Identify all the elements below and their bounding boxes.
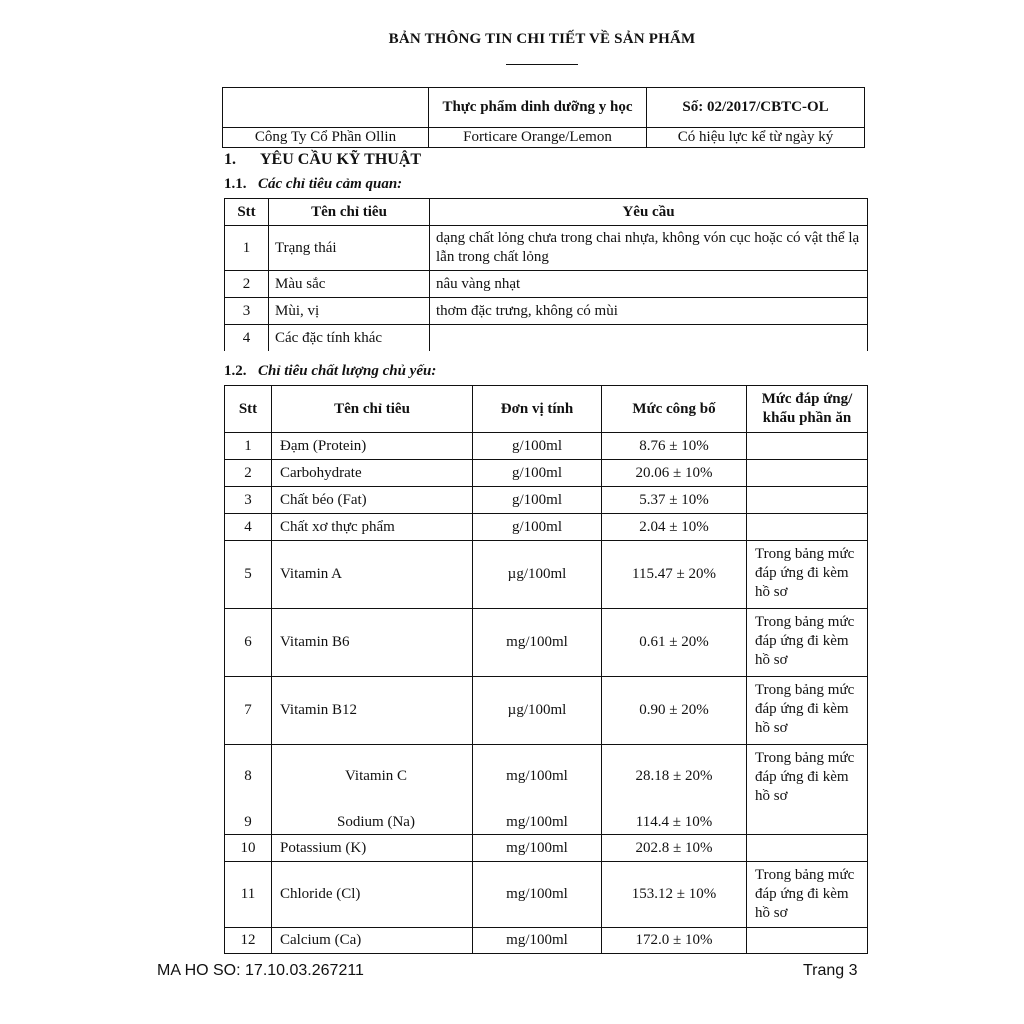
table-header-row (225, 386, 868, 433)
row-note (747, 928, 868, 954)
row-stt: 3 (225, 487, 272, 514)
row-stt: 8 (244, 768, 252, 784)
section-1-number: 1. (224, 151, 236, 168)
row-name: Vitamin B12 (272, 677, 473, 745)
row-unit: mg/100ml (473, 609, 602, 677)
row-requirement: thơm đặc trưng, không có mùi (430, 298, 868, 325)
table-row (225, 609, 868, 677)
row-unit: µg/100ml (473, 677, 602, 745)
row-unit: g/100ml (473, 514, 602, 541)
row-unit: mg/100ml (473, 835, 602, 862)
row-value: 0.90 ± 20% (602, 677, 747, 745)
section-1-title: YÊU CẦU KỸ THUẬT (260, 151, 422, 168)
row-name: Mùi, vị (269, 298, 430, 325)
table-row (225, 862, 868, 928)
row-note: Trong bảng mức đáp ứng đi kèm hồ sơ (747, 862, 868, 928)
row-value: 5.37 ± 10% (602, 487, 747, 514)
row-name: Đạm (Protein) (272, 433, 473, 460)
table-row (225, 835, 868, 862)
row-value: 172.0 ± 10% (602, 928, 747, 954)
row-note: Trong bảng mức đáp ứng đi kèm hồ sơ (747, 745, 868, 835)
row-name: Các đặc tính khác (269, 325, 430, 352)
row-note: Trong bảng mức đáp ứng đi kèm hồ sơ (747, 609, 868, 677)
row-unit: mg/100ml (473, 928, 602, 954)
row-stt: 1 (225, 433, 272, 460)
row-name: Chất béo (Fat) (272, 487, 473, 514)
row-stt: 7 (225, 677, 272, 745)
row-value: 202.8 ± 10% (602, 835, 747, 862)
table-row (225, 460, 868, 487)
row-value: 28.18 ± 20% (635, 768, 713, 784)
column-header: Tên chỉ tiêu (269, 199, 430, 226)
row-unit: mg/100ml (473, 862, 602, 928)
header-table (222, 87, 865, 148)
row-stt: 4 (225, 325, 269, 352)
header-cell-empty (223, 88, 429, 128)
table-row (225, 928, 868, 954)
section-1-1-heading (224, 176, 402, 193)
table-row (225, 271, 868, 298)
row-stt: 2 (225, 271, 269, 298)
row-stt: 4 (225, 514, 272, 541)
row-value: 153.12 ± 10% (602, 862, 747, 928)
row-unit: g/100ml (473, 433, 602, 460)
table-row (225, 541, 868, 609)
section-1-heading (224, 151, 421, 169)
section-1-2-heading (224, 363, 436, 380)
section-1-2-title: Chỉ tiêu chất lượng chủ yếu: (258, 363, 437, 379)
section-1-2-number: 1.2. (224, 363, 247, 379)
row-stt: 5 (225, 541, 272, 609)
column-header: Stt (225, 386, 272, 433)
row-name: Vitamin B6 (272, 609, 473, 677)
row-value: 8.76 ± 10% (602, 433, 747, 460)
row-stt: 2 (225, 460, 272, 487)
table-row (225, 514, 868, 541)
row-value: 114.4 ± 10% (635, 814, 713, 830)
section-1-1-number: 1.1. (224, 176, 247, 192)
header-company: Công Ty Cổ Phần Ollin (223, 128, 429, 148)
column-header: Mức đáp ứng/ khẩu phần ăn (747, 386, 868, 433)
row-name: Màu sắc (269, 271, 430, 298)
table-row (225, 226, 868, 271)
row-note: Trong bảng mức đáp ứng đi kèm hồ sơ (747, 541, 868, 609)
table-row (225, 298, 868, 325)
footer-page-number: Trang 3 (803, 962, 858, 979)
row-name: Trạng thái (269, 226, 430, 271)
row-name: Vitamin C (344, 768, 407, 784)
row-stt: 3 (225, 298, 269, 325)
section-1-1-title: Các chỉ tiêu cảm quan: (258, 176, 403, 192)
column-header: Mức công bố (602, 386, 747, 433)
row-unit-merged (473, 745, 602, 835)
row-name: Potassium (K) (272, 835, 473, 862)
table-row (225, 325, 868, 352)
sensory-table (224, 198, 868, 351)
row-requirement (430, 325, 868, 352)
table-row (225, 745, 868, 835)
title-underline (506, 64, 578, 65)
column-header: Tên chỉ tiêu (272, 386, 473, 433)
header-product-type: Thực phẩm dinh dưỡng y học (429, 88, 647, 128)
row-unit: mg/100ml (506, 768, 568, 784)
table-row (225, 677, 868, 745)
row-value: 20.06 ± 10% (602, 460, 747, 487)
row-note: Trong bảng mức đáp ứng đi kèm hồ sơ (747, 677, 868, 745)
row-unit: mg/100ml (506, 814, 568, 830)
row-note (747, 835, 868, 862)
quality-table (224, 385, 868, 954)
row-requirement: dạng chất lỏng chưa trong chai nhựa, không vón cục hoặc có vật thể lạ lẫn trong chất lỏng (430, 226, 868, 271)
row-name: Chất xơ thực phẩm (272, 514, 473, 541)
table-row (225, 487, 868, 514)
row-note (747, 460, 868, 487)
document-title: BẢN THÔNG TIN CHI TIẾT VỀ SẢN PHẨM (388, 31, 696, 47)
row-name-merged (272, 745, 473, 835)
footer-record-code: MA HO SO: 17.10.03.267211 (157, 962, 364, 979)
row-note (747, 433, 868, 460)
row-value: 2.04 ± 10% (602, 514, 747, 541)
row-name: Chloride (Cl) (272, 862, 473, 928)
row-stt: 11 (225, 862, 272, 928)
row-note (747, 487, 868, 514)
header-document-number: Số: 02/2017/CBTC-OL (647, 88, 865, 128)
row-name: Carbohydrate (272, 460, 473, 487)
column-header: Đơn vị tính (473, 386, 602, 433)
row-stt: 9 (244, 814, 252, 830)
row-stt-merged (225, 745, 272, 835)
column-header: Yêu cầu (430, 199, 868, 226)
table-row (225, 433, 868, 460)
row-unit: g/100ml (473, 460, 602, 487)
row-value: 115.47 ± 20% (602, 541, 747, 609)
row-stt: 12 (225, 928, 272, 954)
column-header: Stt (225, 199, 269, 226)
header-product-name: Forticare Orange/Lemon (429, 128, 647, 148)
row-name: Calcium (Ca) (272, 928, 473, 954)
row-stt: 1 (225, 226, 269, 271)
row-note (747, 514, 868, 541)
row-name: Sodium (Na) (337, 814, 415, 830)
row-name: Vitamin A (272, 541, 473, 609)
row-stt: 6 (225, 609, 272, 677)
table-header-row (225, 199, 868, 226)
header-validity: Có hiệu lực kể từ ngày ký (647, 128, 865, 148)
row-stt: 10 (225, 835, 272, 862)
row-value: 0.61 ± 20% (602, 609, 747, 677)
row-unit: µg/100ml (473, 541, 602, 609)
row-requirement: nâu vàng nhạt (430, 271, 868, 298)
row-unit: g/100ml (473, 487, 602, 514)
row-value-merged (602, 745, 747, 835)
